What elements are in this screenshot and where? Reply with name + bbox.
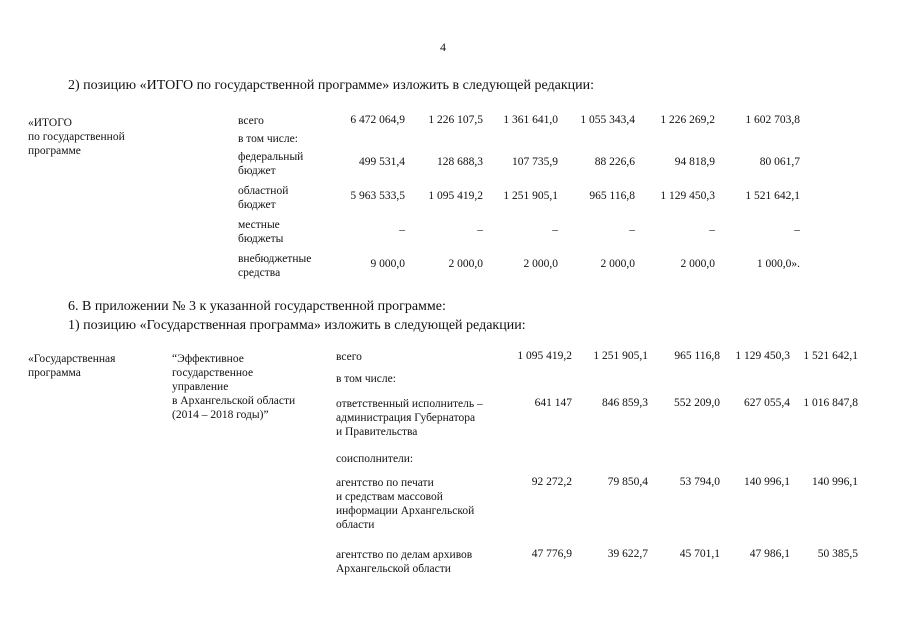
itogo-value: 80 061,7	[759, 156, 800, 168]
itogo-value: 1 226 269,2	[660, 114, 715, 126]
program-value: 965 116,8	[674, 350, 720, 362]
program-row-label: в том числе:	[336, 373, 396, 385]
itogo-value: –	[552, 224, 558, 236]
program-row-label: агентство по делам архивов Архангельской области	[336, 549, 473, 575]
itogo-value: 965 116,8	[589, 190, 635, 202]
itogo-row-label: в том числе:	[238, 133, 298, 145]
itogo-value: 1 095 419,2	[428, 190, 483, 202]
program-value: 1 251 905,1	[593, 350, 648, 362]
section2-heading-a: 6. В приложении № 3 к указанной государственной программе:	[68, 299, 446, 314]
itogo-value: 1 521 642,1	[745, 190, 800, 202]
program-row-label: всего	[336, 351, 362, 363]
itogo-value: 2 000,0	[600, 258, 635, 270]
program-label: «Государственная программа	[28, 353, 116, 379]
section1-heading: 2) позицию «ИТОГО по государственной программе» изложить в следующей редакции:	[68, 78, 594, 93]
itogo-value: 5 963 533,5	[350, 190, 405, 202]
itogo-value: 1 226 107,5	[428, 114, 483, 126]
itogo-value: 94 818,9	[674, 156, 715, 168]
section2-heading-b: 1) позицию «Государственная программа» изложить в следующей редакции:	[68, 318, 526, 333]
itogo-value: –	[399, 224, 405, 236]
program-value: 1 521 642,1	[803, 350, 858, 362]
itogo-label: «ИТОГО по государственной программе	[28, 117, 125, 157]
itogo-row-label: местные бюджеты	[238, 219, 284, 245]
itogo-row-label: областной бюджет	[238, 185, 289, 211]
itogo-value: 1 129 450,3	[660, 190, 715, 202]
itogo-value: 107 735,9	[512, 156, 558, 168]
program-value: 1 129 450,3	[735, 350, 790, 362]
itogo-value: –	[477, 224, 483, 236]
program-value: 39 622,7	[607, 548, 648, 560]
itogo-row-label: внебюджетные средства	[238, 253, 312, 279]
program-value: 47 776,9	[531, 548, 572, 560]
itogo-value: 9 000,0	[370, 258, 405, 270]
page-number: 4	[440, 40, 446, 54]
itogo-row-label: всего	[238, 115, 264, 127]
program-value: 53 794,0	[679, 476, 720, 488]
program-value: 1 016 847,8	[803, 397, 858, 409]
itogo-value: 499 531,4	[359, 156, 405, 168]
itogo-value: 1 602 703,8	[745, 114, 800, 126]
program-value: 627 055,4	[744, 397, 790, 409]
program-value: 79 850,4	[607, 476, 648, 488]
itogo-value: 1 000,0».	[756, 258, 800, 270]
program-value: 846 859,3	[602, 397, 648, 409]
program-value: 552 209,0	[674, 397, 720, 409]
program-row-label: ответственный исполнитель – администрация Губернатора и Правительства	[336, 398, 483, 438]
itogo-value: 6 472 064,9	[350, 114, 405, 126]
itogo-value: 1 251 905,1	[503, 190, 558, 202]
itogo-value: 1 055 343,4	[580, 114, 635, 126]
program-value: 45 701,1	[679, 548, 720, 560]
program-name: “Эффективное государственное управление в Архангельской области (2014 – 2018 годы)”	[172, 353, 296, 421]
program-value: 92 272,2	[531, 476, 572, 488]
program-value: 50 385,5	[817, 548, 858, 560]
itogo-value: 2 000,0	[680, 258, 715, 270]
itogo-value: –	[794, 224, 800, 236]
itogo-value: 1 361 641,0	[503, 114, 558, 126]
program-value: 140 996,1	[812, 476, 858, 488]
itogo-value: 88 226,6	[594, 156, 635, 168]
itogo-value: 128 688,3	[437, 156, 483, 168]
itogo-value: –	[709, 224, 715, 236]
program-row-label: агентство по печати и средствам массовой информации Архангельской области	[336, 477, 475, 531]
program-value: 641 147	[534, 397, 572, 409]
program-value: 1 095 419,2	[517, 350, 572, 362]
program-value: 47 986,1	[749, 548, 790, 560]
itogo-value: –	[629, 224, 635, 236]
itogo-row-label: федеральный бюджет	[238, 151, 304, 177]
itogo-value: 2 000,0	[448, 258, 483, 270]
itogo-value: 2 000,0	[523, 258, 558, 270]
program-row-label: соисполнители:	[336, 453, 414, 465]
program-value: 140 996,1	[744, 476, 790, 488]
